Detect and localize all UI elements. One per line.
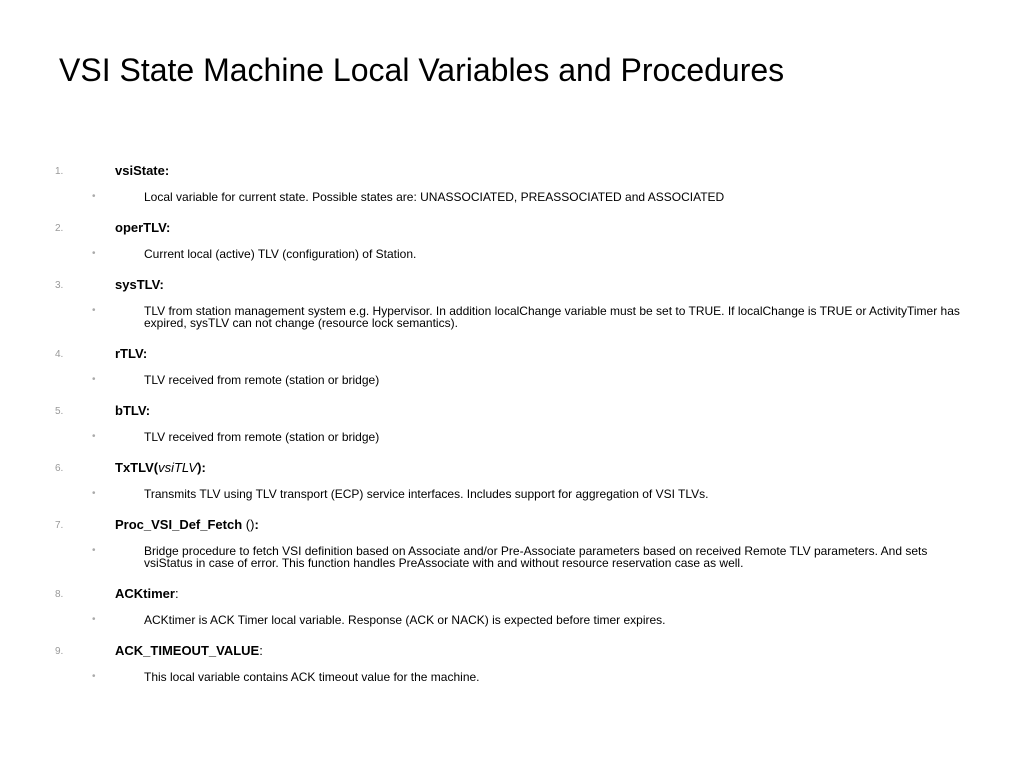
item-title	[115, 220, 170, 236]
item-title-part: :	[174, 586, 179, 601]
item-description-row	[0, 191, 1024, 203]
variable-list	[0, 163, 1024, 700]
item-description-row	[0, 431, 1024, 443]
item-description: TLV received from remote (station or bridge)	[144, 373, 380, 387]
item-description: Current local (active) TLV (configuration) of Station.	[144, 247, 417, 261]
item-title-part: vsiTLV	[158, 460, 198, 475]
item-number: 7.	[55, 520, 64, 531]
item-title-part: ):	[197, 460, 206, 475]
item-number: 4.	[55, 349, 64, 360]
item-description: ACKtimer is ACK Timer local variable. Response (ACK or NACK) is expected before timer expires.	[144, 613, 666, 627]
bullet-icon: •	[92, 305, 96, 316]
item-title-part: ()	[242, 517, 255, 532]
bullet-icon: •	[92, 431, 96, 442]
item-title-part: :	[259, 643, 263, 658]
item-title	[115, 460, 206, 476]
item-number: 1.	[55, 166, 64, 177]
item-title	[115, 517, 259, 533]
list-item-heading	[0, 586, 1024, 602]
item-number: 9.	[55, 646, 64, 657]
item-title-part: ACK_TIMEOUT_VALUE	[115, 643, 260, 658]
item-description-row	[0, 545, 1024, 569]
item-title	[115, 346, 147, 362]
bullet-icon: •	[92, 488, 96, 499]
item-description: TLV from station management system e.g. Hypervisor. In addition localChange variable must be set to TRUE. If localChange is TRUE or ActivityTimer has expired, sysTLV can not change (resource lock semantics).	[144, 304, 960, 330]
list-item-heading	[0, 460, 1024, 476]
item-number: 2.	[55, 223, 64, 234]
item-title-part: rTLV:	[115, 346, 148, 361]
item-description-row	[0, 488, 1024, 500]
bullet-icon: •	[92, 374, 96, 385]
item-description-row	[0, 671, 1024, 683]
list-item-heading	[0, 220, 1024, 236]
item-title-part: bTLV:	[115, 403, 151, 418]
item-description: Local variable for current state. Possible states are: UNASSOCIATED, PREASSOCIATED and ASSOCIATED	[144, 190, 725, 204]
item-description: This local variable contains ACK timeout value for the machine.	[144, 670, 480, 684]
item-title	[115, 277, 164, 293]
item-description: Bridge procedure to fetch VSI definition based on Associate and/or Pre-Associate parameters based on received Remote TLV parameters. And sets vsiStatus in case of error. This function handles PreAssociate with and without resource reservation case as well.	[144, 544, 928, 570]
item-title	[115, 586, 179, 602]
item-number: 5.	[55, 406, 64, 417]
bullet-icon: •	[92, 671, 96, 682]
item-title-part: sysTLV:	[115, 277, 164, 292]
list-item-heading	[0, 643, 1024, 659]
bullet-icon: •	[92, 545, 96, 556]
item-description: TLV received from remote (station or bridge)	[144, 430, 380, 444]
list-item-heading	[0, 346, 1024, 362]
bullet-icon: •	[92, 248, 96, 259]
item-description: Transmits TLV using TLV transport (ECP) service interfaces. Includes support for aggregation of VSI TLVs.	[144, 487, 709, 501]
item-description-row	[0, 614, 1024, 626]
item-description-row	[0, 248, 1024, 260]
item-title-part: ACKtimer	[115, 586, 175, 601]
item-number: 3.	[55, 280, 64, 291]
list-item-heading	[0, 517, 1024, 533]
list-item-heading	[0, 403, 1024, 419]
slide-title: VSI State Machine Local Variables and Procedures	[59, 52, 785, 88]
item-title-part: :	[254, 517, 259, 532]
bullet-icon: •	[92, 191, 96, 202]
item-title	[115, 163, 169, 179]
list-item-heading	[0, 277, 1024, 293]
item-title-part: Proc_VSI_Def_Fetch	[115, 517, 243, 532]
item-title-part: operTLV:	[115, 220, 171, 235]
list-item-heading	[0, 163, 1024, 179]
item-number: 8.	[55, 589, 64, 600]
bullet-icon: •	[92, 614, 96, 625]
item-title-part: vsiState:	[115, 163, 170, 178]
item-description-row	[0, 374, 1024, 386]
item-title-part: TxTLV(	[115, 460, 159, 475]
item-description-row	[0, 305, 1024, 329]
item-number: 6.	[55, 463, 64, 474]
item-title	[115, 643, 263, 659]
item-title	[115, 403, 150, 419]
